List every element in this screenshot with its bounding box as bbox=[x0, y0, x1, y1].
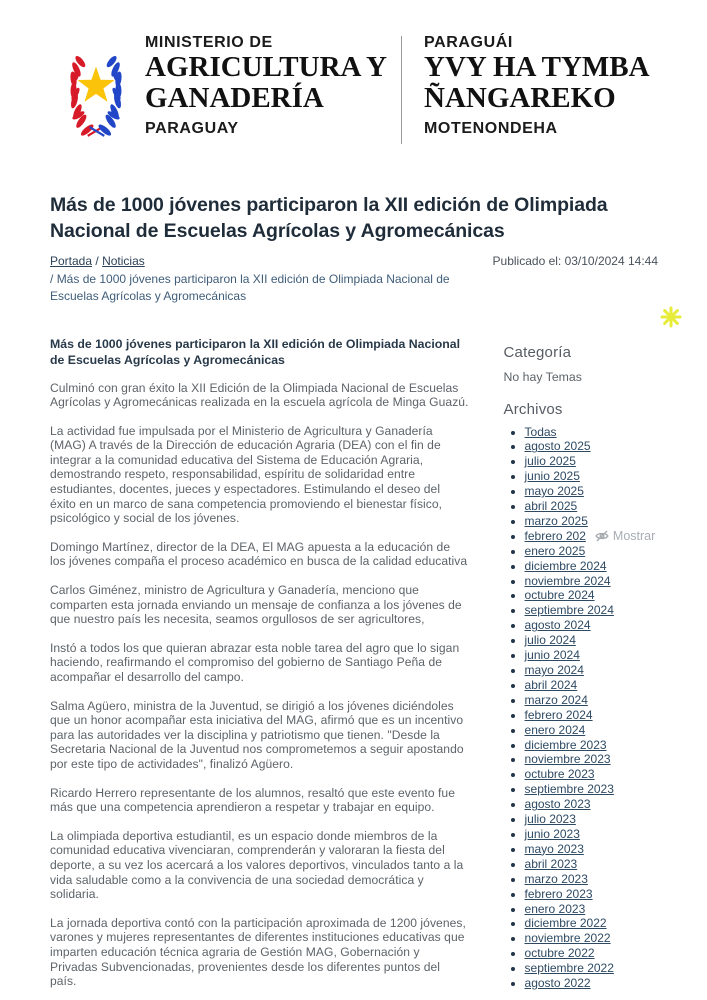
archive-item bbox=[525, 812, 658, 827]
archive-link[interactable]: agosto 2025 bbox=[524, 439, 591, 454]
archive-link[interactable]: diciembre 2023 bbox=[524, 737, 607, 752]
archive-link[interactable]: junio 2023 bbox=[524, 826, 580, 841]
guarani-line-top: PARAGUÁI bbox=[424, 34, 513, 51]
archive-link[interactable]: mayo 2024 bbox=[524, 663, 584, 677]
archive-link[interactable]: noviembre 2024 bbox=[524, 573, 611, 588]
guarani-line-main2: ÑANGAREKO bbox=[424, 82, 616, 114]
archive-link[interactable]: agosto 2024 bbox=[524, 618, 591, 633]
archives-title: Archivos bbox=[503, 400, 563, 418]
archives-list bbox=[504, 425, 658, 991]
archive-item bbox=[525, 439, 658, 454]
archive-item bbox=[525, 529, 658, 544]
header-divider bbox=[401, 36, 402, 144]
page-title: Más de 1000 jóvenes participaron la XII edición de Olimpiada Nacional de Escuelas Agrícolas y Agromecánicas bbox=[50, 194, 608, 242]
archive-item bbox=[525, 827, 658, 842]
content-row bbox=[50, 336, 658, 1000]
archive-link[interactable]: diciembre 2022 bbox=[524, 916, 607, 931]
archive-item bbox=[525, 738, 658, 753]
archive-link[interactable]: agosto 2022 bbox=[524, 976, 591, 991]
archive-link[interactable]: septiembre 2023 bbox=[524, 782, 614, 797]
guarani-line-main1: YVY HA TYMBA bbox=[424, 51, 650, 83]
archive-item bbox=[525, 603, 658, 618]
archive-item bbox=[525, 916, 658, 931]
archive-link[interactable]: marzo 2025 bbox=[524, 513, 588, 528]
archive-link[interactable]: octubre 2023 bbox=[524, 767, 595, 782]
archive-link[interactable]: agosto 2023 bbox=[524, 797, 591, 812]
article-paragraph: La jornada deportiva contó con la participación aproximada de 1200 jóvenes, varones y mujeres representantes de diferentes instituciones educativas que imparten educación técnica agraria de Gestión MAG, Gobernación y Privadas Subvencionadas, provenientes desde los diferentes puntos del país. bbox=[50, 915, 466, 989]
breadcrumb-current bbox=[50, 271, 482, 306]
archive-link[interactable]: febrero 202 bbox=[524, 528, 586, 543]
meta-row bbox=[50, 253, 658, 306]
archive-item bbox=[525, 588, 658, 603]
breadcrumb bbox=[50, 253, 490, 306]
archive-item bbox=[525, 752, 658, 767]
archive-item bbox=[525, 544, 658, 559]
mostrar-overlay[interactable] bbox=[595, 529, 655, 544]
archive-item bbox=[525, 454, 658, 469]
archive-item bbox=[525, 708, 658, 723]
mostrar-label: Mostrar bbox=[612, 528, 656, 543]
archive-link[interactable]: marzo 2023 bbox=[524, 871, 588, 886]
archive-item bbox=[525, 514, 658, 529]
archive-item bbox=[525, 559, 658, 574]
archive-item bbox=[525, 618, 658, 633]
site-header bbox=[0, 0, 707, 170]
archive-link[interactable]: Todas bbox=[524, 424, 557, 439]
archive-item bbox=[525, 887, 658, 902]
breadcrumb-separator: / bbox=[50, 271, 54, 286]
ministry-line-main1: AGRICULTURA Y bbox=[145, 51, 387, 83]
archive-item bbox=[525, 857, 658, 872]
archive-link[interactable]: octubre 2022 bbox=[524, 946, 595, 961]
archive-link[interactable]: noviembre 2023 bbox=[524, 752, 611, 767]
eye-off-icon bbox=[595, 529, 609, 543]
archive-item bbox=[525, 961, 658, 976]
archive-link[interactable]: julio 2023 bbox=[524, 812, 576, 827]
article-paragraph: La olimpiada deportiva estudiantil, es un espacio donde miembros de la comunidad educativa vivenciaran, comprenderán y valoraran la fiesta del deporte, a su vez los acercará a los valores deportivos, vinculados tanto a la vida saludable como a la convivencia de una sociedad democrática y solidaria. bbox=[50, 828, 464, 902]
archive-link[interactable]: julio 2024 bbox=[524, 633, 576, 648]
archive-item bbox=[525, 946, 658, 961]
breadcrumb-current-label: Más de 1000 jóvenes participaron la XII edición de Olimpiada Nacional de Escuelas Agrícolas y Agromecánicas bbox=[50, 271, 450, 303]
archive-link[interactable]: octubre 2024 bbox=[524, 588, 595, 603]
archive-item bbox=[525, 931, 658, 946]
archive-link[interactable]: septiembre 2022 bbox=[524, 961, 614, 976]
paraguay-wreath-logo-icon bbox=[52, 28, 140, 148]
archive-item bbox=[525, 723, 658, 738]
archive-link[interactable]: febrero 2023 bbox=[524, 886, 593, 901]
archive-item bbox=[525, 425, 658, 440]
archive-link[interactable]: mayo 2023 bbox=[524, 841, 584, 856]
ministry-wordmark bbox=[145, 33, 387, 138]
breadcrumb-link-portada[interactable]: Portada bbox=[50, 254, 93, 268]
archive-item bbox=[525, 767, 658, 782]
archive-item bbox=[525, 902, 658, 917]
archive-link[interactable]: noviembre 2022 bbox=[524, 931, 611, 946]
article-paragraph: Carlos Giménez, ministro de Agricultura y Ganadería, menciono que comparten esta jornada enviando un mensaje de confianza a los jóvenes de que nuestro país les necesita, seamos orgullosos de ser agricultores, bbox=[50, 583, 462, 627]
archive-link[interactable]: enero 2023 bbox=[524, 901, 586, 916]
ministry-line-main2: GANADERÍA bbox=[145, 82, 324, 114]
accessibility-asterisk-icon[interactable] bbox=[659, 305, 683, 329]
article-paragraph: Culminó con gran éxito la XII Edición de la Olimpiada Nacional de Escuelas Agrícolas y Agromecánicas realizada en la escuela agrícola de Minga Guazú. bbox=[50, 380, 469, 410]
category-title: Categoría bbox=[503, 343, 572, 361]
archive-item bbox=[525, 693, 658, 708]
archive-item bbox=[525, 484, 658, 499]
archive-link[interactable]: mayo 2025 bbox=[524, 484, 584, 499]
article-paragraph: Instó a todos los que quieran abrazar esta noble tarea del agro que lo sigan haciendo, reafirmando el compromiso del gobierno de Santiago Peña de acompañar el desarrollo del campo. bbox=[50, 640, 460, 684]
article-paragraph: Salma Agüero, ministra de la Juventud, se dirigió a los jóvenes diciéndoles que un honor acompañar esta iniciativa del MAG, afirmó que es un incentivo para las autoridades ver la disciplina y patriotismo que tienen. "Desde la Secretaria Nacional de la Juventud nos comprometemos a seguir apostando por este tipo de actividades", finalizó Agüero. bbox=[50, 698, 464, 771]
published-date: Publicado el: 03/10/2024 14:44 bbox=[492, 254, 658, 268]
archive-item bbox=[525, 499, 658, 514]
main-content bbox=[0, 192, 707, 1000]
archive-item bbox=[525, 678, 658, 693]
breadcrumb-link-noticias[interactable]: Noticias bbox=[102, 254, 145, 268]
guarani-wordmark bbox=[424, 33, 650, 138]
archive-link[interactable]: febrero 2024 bbox=[524, 707, 593, 722]
archive-link[interactable]: junio 2024 bbox=[524, 648, 580, 663]
archive-item bbox=[525, 976, 658, 991]
article-paragraph: La actividad fue impulsada por el Ministerio de Agricultura y Ganadería (MAG) A través de la Dirección de educación Agraria (DEA) con el fin de integrar a la comunidad educativa del Sistema de Educación Agraria, demostrando respeto, responsabilidad, espíritu de solidaridad entre estudiantes, docentes, jueces y espectadores. Estimulando el deseo del éxito en un marco de sana competencia promoviendo el bienestar físico, psicológico y social de los jóvenes. bbox=[50, 423, 443, 526]
guarani-line-bottom: MOTENONDEHA bbox=[424, 120, 558, 137]
breadcrumb-separator: / bbox=[95, 254, 99, 268]
archive-link[interactable]: junio 2025 bbox=[524, 469, 580, 484]
article-paragraph: Domingo Martínez, director de la DEA, El MAG apuesta a la educación de los jóvenes compaña el proceso académico en busca de la calidad educativa bbox=[50, 539, 468, 569]
archive-link[interactable]: septiembre 2024 bbox=[524, 603, 614, 618]
archive-item bbox=[525, 872, 658, 887]
archive-item bbox=[525, 797, 658, 812]
sidebar bbox=[504, 336, 658, 1000]
ministry-line-top: MINISTERIO DE bbox=[145, 34, 273, 51]
archive-link[interactable]: abril 2024 bbox=[524, 677, 578, 692]
archive-item bbox=[525, 663, 658, 678]
archive-item bbox=[525, 842, 658, 857]
category-empty-text: No hay Temas bbox=[503, 369, 582, 384]
archive-link[interactable]: abril 2023 bbox=[524, 856, 578, 871]
archive-item bbox=[525, 648, 658, 663]
archive-link[interactable]: enero 2024 bbox=[524, 722, 586, 737]
archive-item bbox=[525, 782, 658, 797]
archive-link[interactable]: enero 2025 bbox=[524, 543, 586, 558]
archive-item bbox=[525, 469, 658, 484]
article-paragraph: Ricardo Herrero representante de los alumnos, resaltó que este evento fue más que una competencia aprendieron a respetar y trabajar en equipo. bbox=[50, 785, 455, 815]
archive-item bbox=[525, 633, 658, 648]
archive-link[interactable]: abril 2025 bbox=[524, 499, 578, 514]
archive-link[interactable]: diciembre 2024 bbox=[524, 558, 607, 573]
ministry-line-bottom: PARAGUAY bbox=[145, 120, 239, 137]
star-icon bbox=[77, 66, 114, 101]
archive-link[interactable]: marzo 2024 bbox=[524, 692, 588, 707]
article bbox=[50, 336, 469, 1000]
article-heading: Más de 1000 jóvenes participaron la XII edición de Olimpiada Nacional de Escuelas Agrícolas y Agromecánicas bbox=[50, 336, 461, 367]
archive-link[interactable]: julio 2025 bbox=[524, 454, 576, 469]
archive-item bbox=[525, 574, 658, 589]
article-body bbox=[50, 381, 469, 989]
